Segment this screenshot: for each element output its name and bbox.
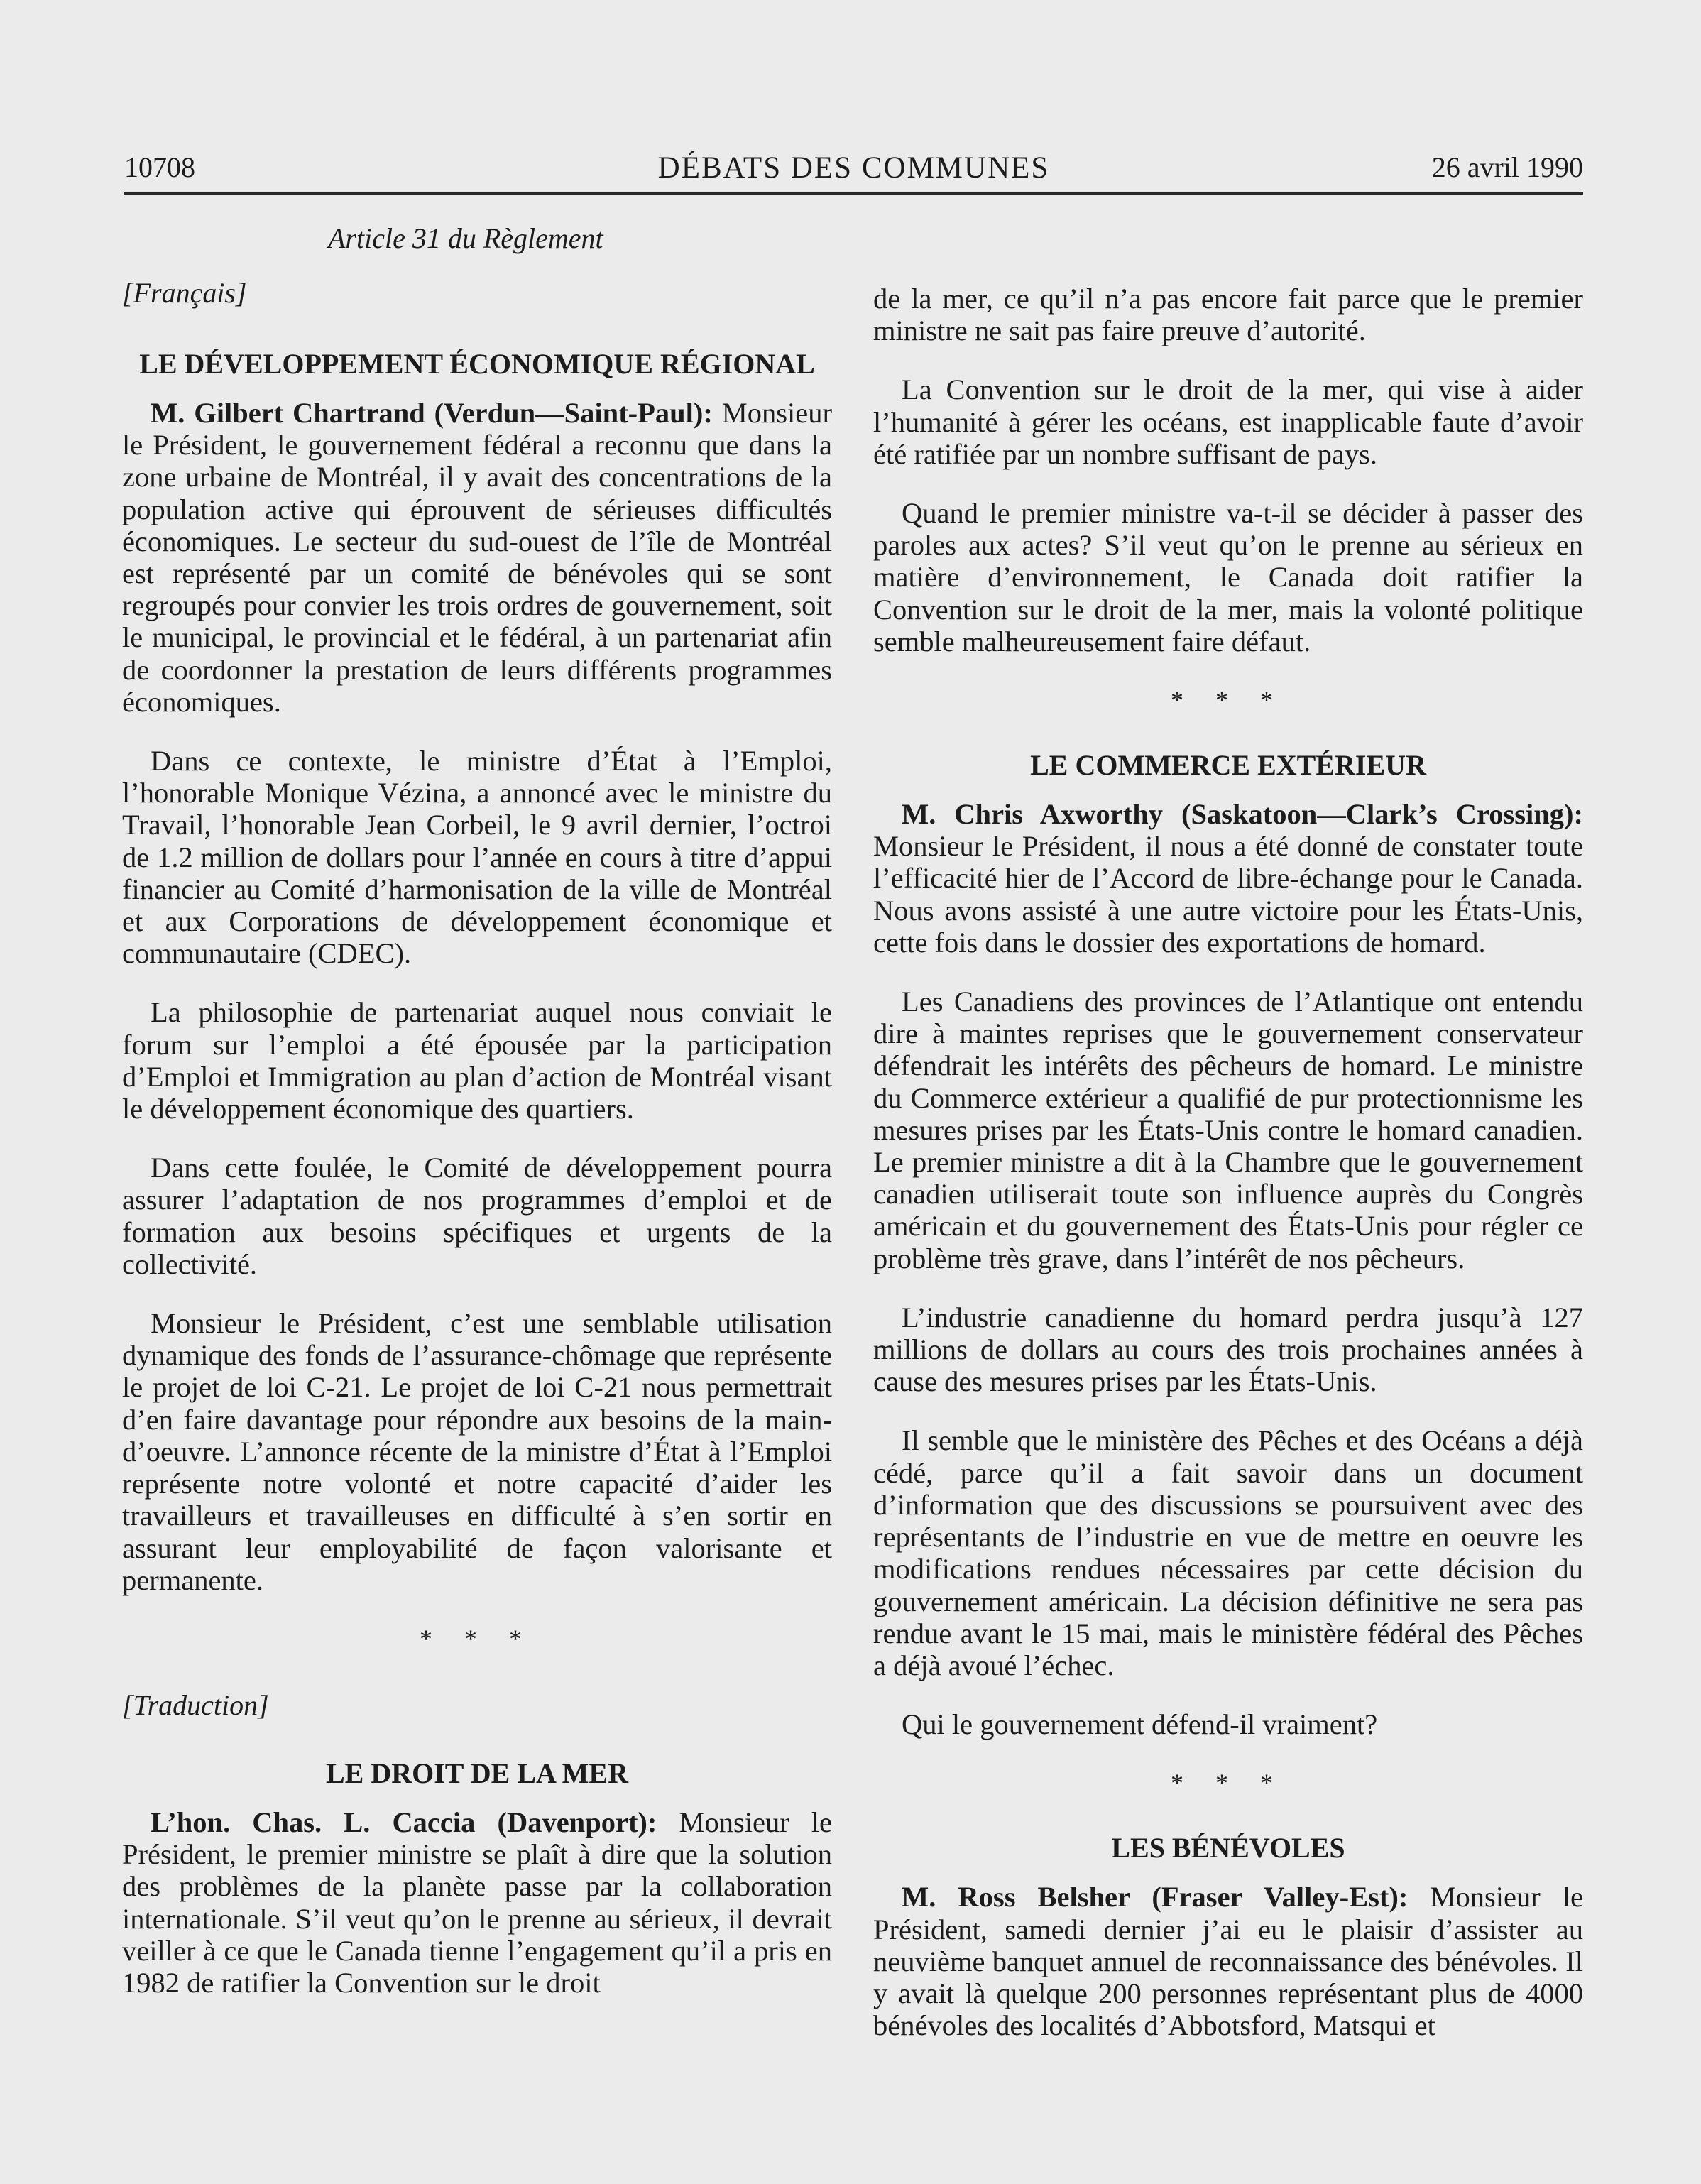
heading-volunteers: LES BÉNÉVOLES <box>1111 1832 1345 1864</box>
paragraph-axworthy-4: Il semble que le ministère des Pêches et des Océans a déjà cédé, parce qu’il a fait savoir dans un document d’information que des discussions se poursuivent avec des représentants de l’industrie en vue de mettre en oeuvre les modifications rendues nécessaires par cette décision du gouvernement américain. La décision définitive ne sera pas rendue avant le 15 mai, mais le ministère fédéral des Pêches a déjà avoué l’échec. <box>873 1424 1583 1681</box>
paragraph-chartrand-5: Monsieur le Président, c’est une semblable utilisation dynamique des fonds de l’assurance-chômage que représente le projet de loi C-21. Le projet de loi C-21 nous permettrait d’en faire davantage pour répondre aux besoins de la main-d’oeuvre. L’annonce récente de la ministre d’État à l’Emploi représente notre volonté et notre capacité d’aider les travailleurs et travailleuses en difficulté à s’en sortir en assurant leur employabilité de façon valorisante et permanente. <box>122 1307 832 1596</box>
paragraph-chartrand-3: La philosophie de partenariat auquel nous conviait le forum sur l’emploi a été épousée par la participation d’Emploi et Immigration au plan d’action de Montréal visant le développement économique des quartiers. <box>122 996 832 1125</box>
language-marker-french: [Français] <box>122 277 247 309</box>
paragraph-chartrand-2: Dans ce contexte, le ministre d’État à l’Emploi, l’honorable Monique Vézina, a annoncé avec le ministre du Travail, l’honorable Jean Corbeil, le 9 avril dernier, l’octroi de 1.2 million de dollars pour l’année en cours à titre d’appui financier au Comité d’harmonisation de la ville de Montréal et aux Corporations de développement économique et communautaire (CDEC). <box>122 745 832 970</box>
paragraph-belsher-1: M. Ross Belsher (Fraser Valley-Est): Monsieur le Président, samedi dernier j’ai eu le plaisir d’assister au neuvième banquet annuel de reconnaissance des bénévoles. Il y avait là quelque 200 personnes représentant plus de 4000 bénévoles des localités d’Abbotsford, Matsqui et <box>873 1881 1583 2042</box>
paragraph-axworthy-2: Les Canadiens des provinces de l’Atlantique ont entendu dire à maintes reprises que le gouvernement conservateur défendrait les intérêts des pêcheurs de homard. Le ministre du Commerce extérieur a qualifié de pur protectionnisme les mesures prises par les États-Unis contre le homard canadien. Le premier ministre a dit à la Chambre que le gouvernement canadien utiliserait toute son influence auprès du Congrès américain et du gouvernement des États-Unis pour régler ce problème très grave, dans l’intérêt de nos pêcheurs. <box>873 985 1583 1274</box>
heading-regional-development: LE DÉVELOPPEMENT ÉCONOMIQUE RÉGIONAL <box>139 348 815 380</box>
section-separator: * * * <box>1171 1769 1286 1798</box>
speaker-chartrand: M. Gilbert Chartrand (Verdun—Saint-Paul): <box>151 397 713 429</box>
speaker-belsher: M. Ross Belsher (Fraser Valley-Est): <box>902 1881 1409 1913</box>
section-separator: * * * <box>1171 686 1286 715</box>
heading-law-of-sea: LE DROIT DE LA MER <box>325 1757 628 1789</box>
header-rule <box>124 192 1583 195</box>
paragraph-caccia-3: Quand le premier ministre va-t-il se décider à passer des paroles aux actes? S’il veut qu’on le prenne au sérieux en matière d’environnement, le Canada doit ratifier la Convention sur le droit de la mer, mais la volonté politique semble malheureusement faire défaut. <box>873 497 1583 657</box>
page-number: 10708 <box>124 151 195 183</box>
speaker-axworthy: M. Chris Axworthy (Saskatoon—Clark’s Crossing): <box>902 798 1583 831</box>
paragraph-chartrand-1: M. Gilbert Chartrand (Verdun—Saint-Paul): Monsieur le Président, le gouvernement fédéral a reconnu que dans la zone urbaine de Montréal, il y avait des concentrations de la population active qui éprouvent de sérieuses difficultés économiques. Le secteur du sud-ouest de l’île de Montréal est représenté par un comité de bénévoles qui se sont regroupés pour convier les trois ordres de gouvernement, soit le municipal, le provincial et le fédéral, à un partenariat afin de coordonner la prestation de leurs différents programmes économiques. <box>122 397 832 718</box>
language-marker-translation: [Traduction] <box>122 1688 269 1721</box>
paragraph-chartrand-4: Dans cette foulée, le Comité de développement pourra assurer l’adaptation de nos programmes d’emploi et de formation aux besoins spécifiques et urgents de la collectivité. <box>122 1152 832 1280</box>
paragraph-caccia-1-continued: de la mer, ce qu’il n’a pas encore fait parce que le premier ministre ne sait pas faire preuve d’autorité. <box>873 283 1583 347</box>
section-label: Article 31 du Règlement <box>328 222 603 254</box>
right-column <box>873 283 1583 2041</box>
paragraph-caccia-2: La Convention sur le droit de la mer, qui vise à aider l’humanité à gérer les océans, est inapplicable faute d’avoir été ratifiée par un nombre suffisant de pays. <box>873 373 1583 470</box>
paragraph-axworthy-5: Qui le gouvernement défend-il vraiment? <box>902 1708 1378 1741</box>
left-column <box>122 222 832 1999</box>
page-header <box>124 151 1583 192</box>
paragraph-axworthy-3: L’industrie canadienne du homard perdra jusqu’à 127 millions de dollars au cours des trois prochaines années à cause des mesures prises par les États-Unis. <box>873 1301 1583 1398</box>
heading-foreign-trade: LE COMMERCE EXTÉRIEUR <box>1030 749 1426 782</box>
journal-title: DÉBATS DES COMMUNES <box>657 151 1050 185</box>
section-separator: * * * <box>420 1624 535 1653</box>
paragraph-axworthy-1: M. Chris Axworthy (Saskatoon—Clark’s Crossing): Monsieur le Président, il nous a été donné de constater toute l’efficacité hier de l’Accord de libre-échange pour le Canada. Nous avons assisté à une autre victoire pour les États-Unis, cette fois dans le dossier des exportations de homard. <box>873 798 1583 959</box>
paragraph-caccia-1: L’hon. Chas. L. Caccia (Davenport): Monsieur le Président, le premier ministre se plaît à dire que la solution des problèmes de la planète passe par la collaboration internationale. S’il veut qu’on le prenne au sérieux, il devrait veiller à ce que le Canada tienne l’engagement qu’il a pris en 1982 de ratifier la Convention sur le droit <box>122 1806 832 1999</box>
page-date: 26 avril 1990 <box>1431 151 1583 183</box>
speaker-caccia: L’hon. Chas. L. Caccia (Davenport): <box>151 1806 657 1838</box>
